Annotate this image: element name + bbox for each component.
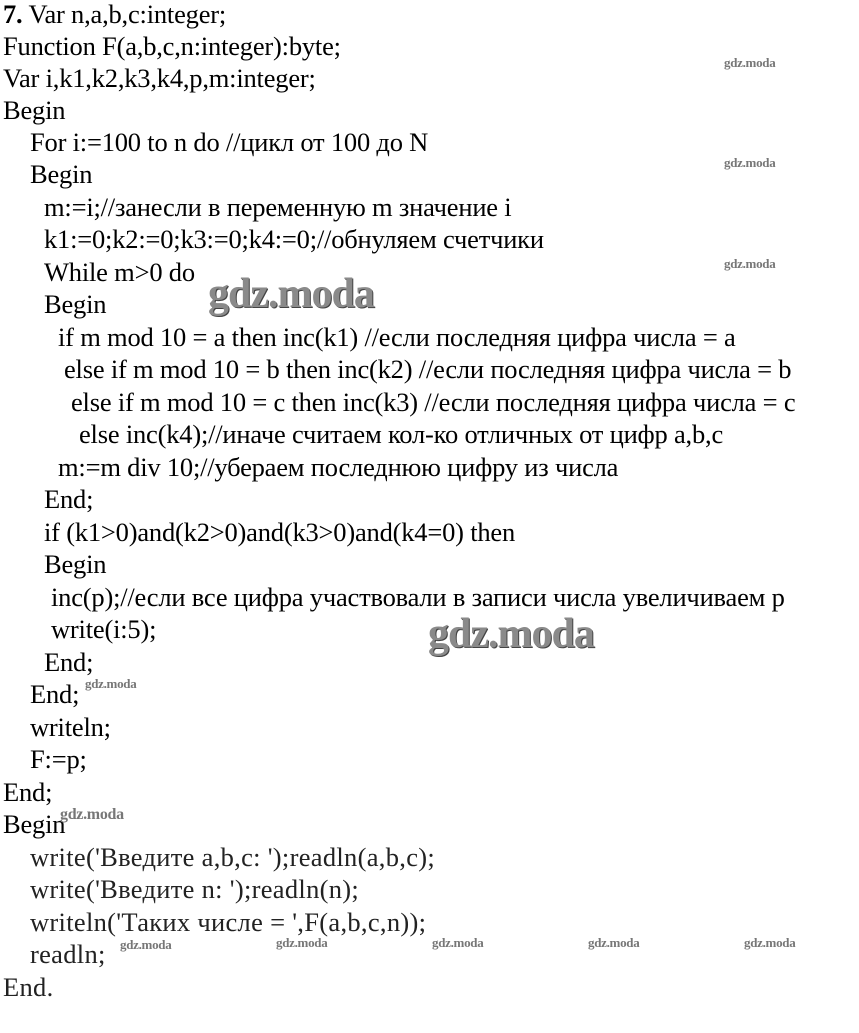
code-line-30: End. <box>3 972 54 1002</box>
code-line-10: if m mod 10 = a then inc(k1) //если последняя цифра числа = a <box>58 322 736 352</box>
code-line-29: readln; <box>30 939 106 969</box>
watermark: gdz.moda <box>208 271 374 317</box>
code-line-3: Begin <box>3 95 66 125</box>
code-line-14: m:=m div 10;//уберaем последнюю цифру из числа <box>58 452 619 482</box>
watermark: gdz.moda <box>724 155 776 170</box>
code-line-19: write(i:5); <box>51 614 157 644</box>
watermark: gdz.moda <box>60 806 124 823</box>
watermark: gdz.moda <box>724 55 776 70</box>
watermark: gdz.moda <box>588 935 640 950</box>
code-line-6: m:=i;//занесли в переменную m значение i <box>44 192 512 222</box>
code-line-25: Begin <box>3 809 66 839</box>
code-line-8: While m>0 do <box>44 257 195 287</box>
code-line-16: if (k1>0)and(k2>0)and(k3>0)and(k4=0) then <box>44 517 516 547</box>
code-line-2: Var i,k1,k2,k3,k4,p,m:integer; <box>3 63 316 93</box>
code-line-15: End; <box>44 484 94 514</box>
code-line-26: write('Введите a,b,c: ');readln(a,b,c); <box>30 842 436 872</box>
code-line-22: writeln; <box>30 712 111 742</box>
code-line-4: For i:=100 to n do //цикл от 100 до N <box>30 127 429 157</box>
task-number: 7. <box>3 0 23 29</box>
code-line-21: End; <box>30 679 80 709</box>
code-line-18: inc(p);//если все цифра участвовали в записи числа увеличиваем p <box>51 582 785 612</box>
code-line-20: End; <box>44 647 94 677</box>
code-line-11: else if m mod 10 = b then inc(k2) //если последняя цифра числа = b <box>64 354 792 384</box>
watermark: gdz.moda <box>85 676 137 691</box>
watermark: gdz.moda <box>724 256 776 271</box>
watermark: gdz.moda <box>744 935 796 950</box>
watermark: gdz.moda <box>120 937 172 952</box>
code-line-5: Begin <box>30 159 93 189</box>
code-line-28: writeln('Таких числе = ',F(a,b,c,n)); <box>30 907 427 937</box>
code-line-23: F:=p; <box>30 744 87 774</box>
code-line-12: else if m mod 10 = c then inc(k3) //если последняя цифра числа = c <box>71 387 796 417</box>
code-line-0 <box>3 0 226 30</box>
code-line-17: Begin <box>44 549 107 579</box>
code-text: Var n,a,b,c:integer; <box>28 0 227 29</box>
code-line-7: k1:=0;k2:=0;k3:=0;k4:=0;//обнуляем счетчики <box>44 224 544 254</box>
code-line-13: else inc(k4);//иначе считаем кол-ко отличных от цифр a,b,c <box>79 419 724 449</box>
watermark: gdz.moda <box>428 611 594 657</box>
code-line-1: Function F(a,b,c,n:integer):byte; <box>3 31 341 61</box>
code-line-9: Begin <box>44 289 107 319</box>
code-line-24: End; <box>3 777 53 807</box>
code-line-27: write('Введите n: ');readln(n); <box>30 874 360 904</box>
watermark: gdz.moda <box>276 935 328 950</box>
watermark: gdz.moda <box>432 935 484 950</box>
